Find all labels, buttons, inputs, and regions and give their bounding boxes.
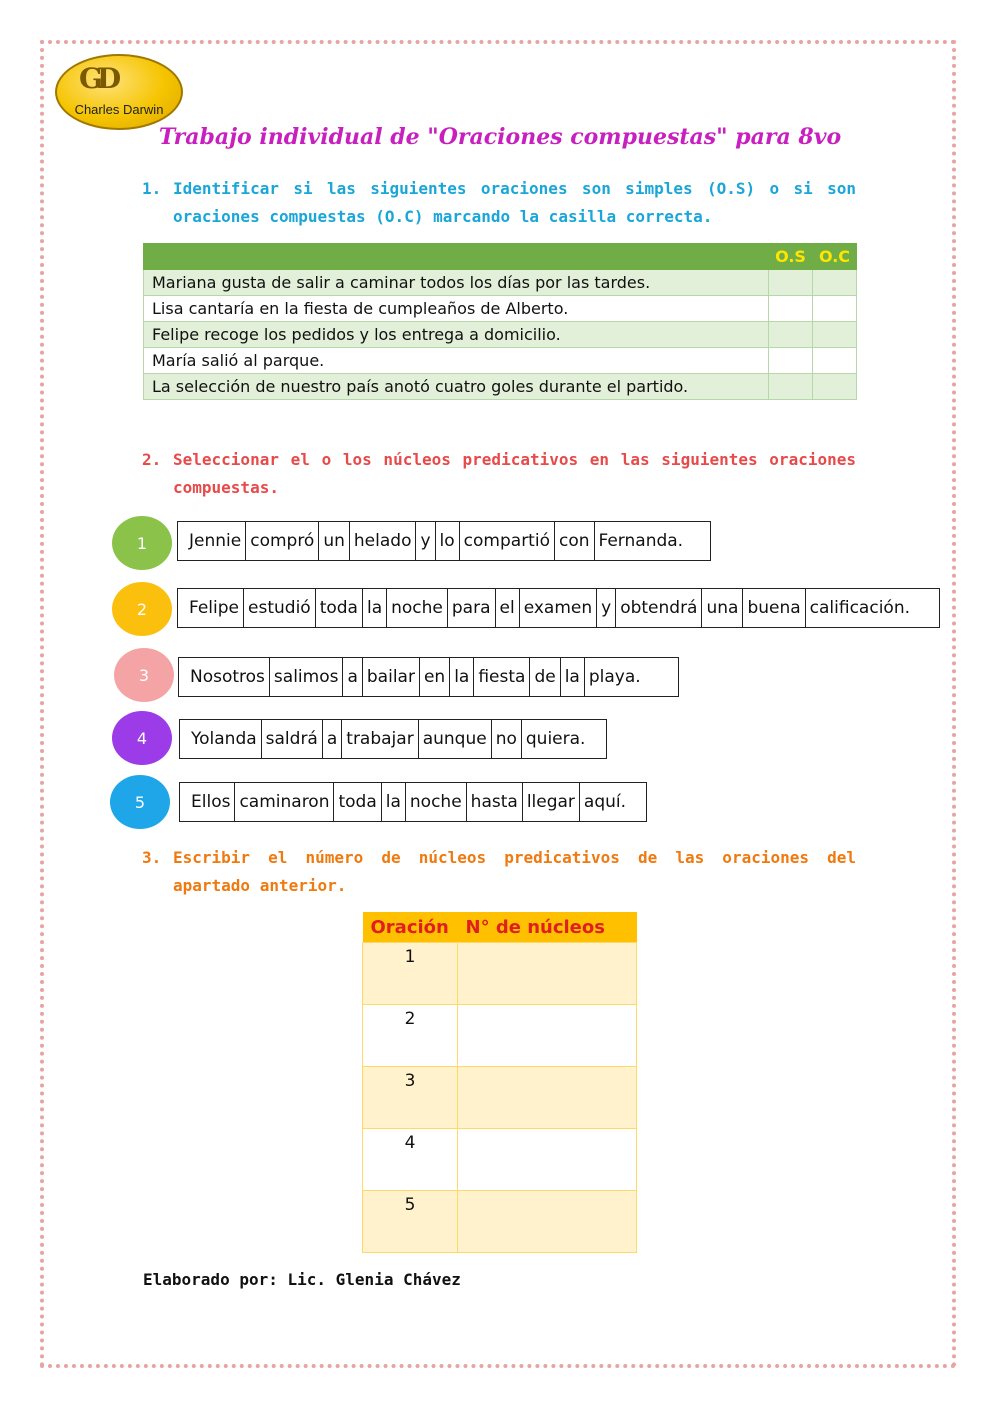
selectable-word[interactable]: saldrá <box>261 720 322 758</box>
sentence-number-circle: 3 <box>114 648 174 702</box>
os-checkbox[interactable] <box>769 296 813 322</box>
selectable-word[interactable]: noche <box>386 589 447 627</box>
sentence-number: 3 <box>363 1067 458 1129</box>
answer-cell[interactable] <box>458 1129 637 1191</box>
selectable-word[interactable]: noche <box>405 783 466 821</box>
selectable-word[interactable]: lo <box>435 522 459 560</box>
selectable-word[interactable]: trabajar <box>341 720 417 758</box>
selectable-word[interactable]: a <box>322 720 341 758</box>
os-checkbox[interactable] <box>769 374 813 400</box>
selectable-word[interactable]: hasta <box>466 783 522 821</box>
sentence-number: 4 <box>363 1129 458 1191</box>
table-row <box>144 348 857 374</box>
section2-text: Seleccionar el o los núcleos predicativos en las siguientes oraciones compuestas. <box>173 450 856 497</box>
oc-checkbox[interactable] <box>813 322 857 348</box>
table-header-row <box>144 244 857 270</box>
sentence-text: Mariana gusta de salir a caminar todos los días por las tardes. <box>144 270 769 296</box>
logo-monogram: GD <box>79 62 116 95</box>
table-header-row <box>363 912 637 943</box>
answer-cell[interactable] <box>458 943 637 1005</box>
selectable-word[interactable]: estudió <box>243 589 315 627</box>
selectable-word[interactable]: quiera. <box>521 720 598 758</box>
table-row <box>363 943 637 1005</box>
selectable-word[interactable]: compartió <box>459 522 554 560</box>
selectable-word[interactable]: Ellos <box>191 792 231 812</box>
table-row <box>363 1129 637 1191</box>
author-credit: Elaborado por: Lic. Glenia Chávez <box>143 1270 461 1289</box>
sentence-number-circle: 4 <box>112 711 172 765</box>
sentence-word-row <box>177 521 711 561</box>
section1-instruction <box>142 175 856 231</box>
selectable-word[interactable]: buena <box>742 589 804 627</box>
selectable-word[interactable]: el <box>495 589 519 627</box>
selectable-word[interactable]: no <box>491 720 521 758</box>
answer-cell[interactable] <box>458 1067 637 1129</box>
os-checkbox[interactable] <box>769 322 813 348</box>
section1-number: 1. <box>142 179 162 198</box>
answer-cell[interactable] <box>458 1191 637 1253</box>
sentence-word-row <box>179 719 607 759</box>
oc-checkbox[interactable] <box>813 348 857 374</box>
sentence-text: Lisa cantaría en la fiesta de cumpleaños de Alberto. <box>144 296 769 322</box>
section2-instruction <box>142 446 856 502</box>
oc-checkbox[interactable] <box>813 270 857 296</box>
page-title: Trabajo individual de "Oraciones compuestas" para 8vo <box>158 124 842 150</box>
selectable-word[interactable]: Felipe <box>189 598 240 618</box>
os-checkbox[interactable] <box>769 270 813 296</box>
sentence-number: 5 <box>363 1191 458 1253</box>
os-checkbox[interactable] <box>769 348 813 374</box>
selectable-word[interactable]: Yolanda <box>191 729 257 749</box>
selectable-word[interactable]: caminaron <box>234 783 333 821</box>
selectable-word[interactable]: bailar <box>362 658 419 696</box>
selectable-word[interactable]: compró <box>245 522 318 560</box>
selectable-word[interactable]: examen <box>519 589 596 627</box>
selectable-word[interactable]: obtendrá <box>615 589 701 627</box>
sentence-number: 1 <box>363 943 458 1005</box>
header-oc: O.C <box>813 244 857 270</box>
selectable-word[interactable]: fiesta <box>473 658 529 696</box>
section3-number: 3. <box>142 848 162 867</box>
selectable-word[interactable]: llegar <box>522 783 579 821</box>
sentence-number-circle: 1 <box>112 516 172 570</box>
simple-compound-table <box>143 243 857 400</box>
section3-instruction <box>142 844 856 900</box>
selectable-word[interactable]: y <box>415 522 434 560</box>
sentence-text: Felipe recoge los pedidos y los entrega a domicilio. <box>144 322 769 348</box>
selectable-word[interactable]: toda <box>333 783 380 821</box>
oc-checkbox[interactable] <box>813 374 857 400</box>
sentence-word-row <box>177 588 940 628</box>
selectable-word[interactable]: con <box>554 522 594 560</box>
sentence-word-row <box>178 657 679 697</box>
table-row <box>144 296 857 322</box>
header-oracion: Oración <box>363 912 458 943</box>
selectable-word[interactable]: aunque <box>418 720 491 758</box>
selectable-word[interactable]: y <box>596 589 615 627</box>
header-nucleos: N° de núcleos <box>458 912 637 943</box>
selectable-word[interactable]: Nosotros <box>190 667 265 687</box>
section1-text: Identificar si las siguientes oraciones son simples (O.S) o si son oraciones compuestas (O.C) marcando la casilla correcta. <box>173 179 856 226</box>
answer-cell[interactable] <box>458 1005 637 1067</box>
section2-number: 2. <box>142 450 162 469</box>
selectable-word[interactable]: la <box>381 783 405 821</box>
table-row <box>144 270 857 296</box>
nucleus-count-table <box>362 912 637 1253</box>
selectable-word[interactable]: la <box>560 658 584 696</box>
selectable-word[interactable]: playa. <box>584 658 653 696</box>
oc-checkbox[interactable] <box>813 296 857 322</box>
selectable-word[interactable]: en <box>419 658 449 696</box>
table-row <box>144 322 857 348</box>
selectable-word[interactable]: aquí. <box>579 783 638 821</box>
school-logo <box>55 54 183 130</box>
selectable-word[interactable]: un <box>318 522 349 560</box>
sentence-word-row <box>179 782 647 822</box>
sentence-number-circle: 5 <box>110 775 170 829</box>
sentence-number-circle: 2 <box>112 582 172 636</box>
selectable-word[interactable]: Fernanda. <box>594 522 696 560</box>
header-sentence-cell <box>144 244 769 270</box>
table-row <box>363 1067 637 1129</box>
table-row <box>144 374 857 400</box>
sentence-text: La selección de nuestro país anotó cuatro goles durante el partido. <box>144 374 769 400</box>
selectable-word[interactable]: Jennie <box>189 531 242 551</box>
selectable-word[interactable]: salimos <box>269 658 343 696</box>
selectable-word[interactable]: de <box>529 658 559 696</box>
selectable-word[interactable]: toda <box>315 589 362 627</box>
sentence-text: María salió al parque. <box>144 348 769 374</box>
selectable-word[interactable]: a <box>342 658 361 696</box>
header-os: O.S <box>769 244 813 270</box>
selectable-word[interactable]: una <box>701 589 742 627</box>
selectable-word[interactable]: la <box>449 658 473 696</box>
selectable-word[interactable]: calificación. <box>805 589 922 627</box>
sentence-number: 2 <box>363 1005 458 1067</box>
section3-text: Escribir el número de núcleos predicativos de las oraciones del apartado anterior. <box>173 848 856 895</box>
selectable-word[interactable]: la <box>362 589 386 627</box>
logo-name: Charles Darwin <box>74 102 164 117</box>
table-row <box>363 1005 637 1067</box>
selectable-word[interactable]: para <box>447 589 495 627</box>
table-row <box>363 1191 637 1253</box>
selectable-word[interactable]: helado <box>349 522 416 560</box>
